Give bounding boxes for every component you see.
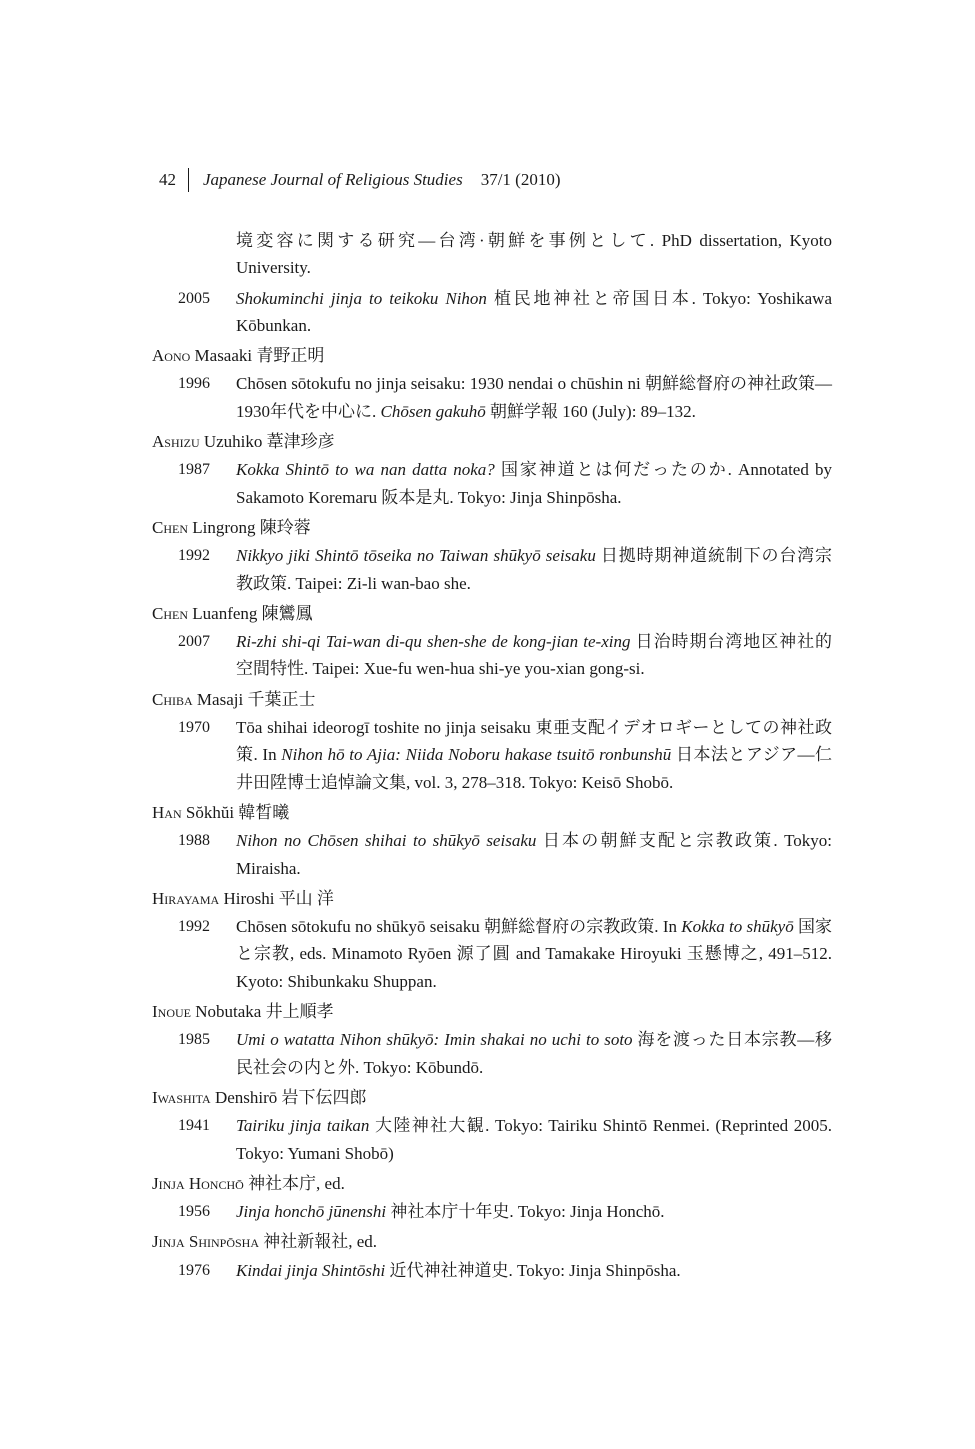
reference-text [236, 285, 832, 340]
author-given-name: Denshirō 岩下伝四郎 [210, 1087, 367, 1107]
reference-text [236, 913, 832, 995]
author-given-name: Masaji 千葉正士 [192, 689, 316, 709]
author-given-name: Sŏkhŭi 韓晳曦 [181, 802, 290, 822]
reference-detail: Chōsen sōtokufu no jinja seisaku: 1930 nendai o chūshin ni 朝鮮総督府の神社政策—1930年代を中心に. [236, 374, 832, 421]
page-number: 42 [159, 170, 176, 189]
reference-year: 1987 [178, 461, 210, 479]
reference-entry [152, 1198, 832, 1225]
author-heading [152, 428, 832, 455]
reference-title: Jinja honchō jūnenshi [236, 1202, 387, 1222]
reference-year: 1956 [178, 1203, 210, 1221]
reference-year: 1970 [178, 719, 210, 737]
reference-detail: 日本の朝鮮支配と宗教政策. Tokyo: Miraisha. [236, 831, 832, 878]
author-heading [152, 799, 832, 826]
reference-text [236, 827, 832, 882]
reference-entry [152, 827, 832, 882]
author-heading [152, 1170, 832, 1197]
reference-title: Chōsen gakuhō [380, 401, 486, 421]
author-heading [152, 514, 832, 541]
reference-entry [152, 370, 832, 425]
header-divider [188, 168, 189, 192]
reference-title: Nihon hō to Ajia: Niida Noboru hakase tsuitō ronbunshū [281, 745, 672, 765]
reference-entry [152, 628, 832, 683]
reference-entry [152, 714, 832, 796]
reference-entry [152, 1112, 832, 1167]
author-surname: Chiba [152, 689, 193, 709]
reference-title: Nihon no Chōsen shihai to shūkyō seisaku [236, 831, 537, 851]
reference-text [236, 370, 832, 425]
author-surname: Aono [152, 346, 191, 366]
author-given-name: Luanfeng 陳鸞鳳 [188, 603, 313, 623]
reference-text [236, 628, 832, 683]
reference-detail: 日拠時期神道統制下の台湾宗教政策. Taipei: Zi-li wan-bao she. [236, 546, 832, 593]
reference-continuation [152, 227, 832, 282]
reference-detail: 近代神社神道史. Tokyo: Jinja Shinpōsha. [385, 1260, 681, 1280]
reference-detail: 植民地神社と帝国日本. Tokyo: Yoshikawa Kōbunkan. [236, 288, 832, 335]
author-surname: Iwashita [152, 1087, 211, 1107]
reference-title: Kokka to shūkyō [681, 917, 794, 937]
author-heading [152, 998, 832, 1025]
reference-text [236, 227, 832, 282]
reference-text [236, 1257, 832, 1284]
reference-list [152, 226, 832, 1287]
reference-title: Kokka Shintō to wa nan datta noka? [236, 460, 495, 480]
author-heading [152, 342, 832, 369]
author-given-name: 神社新報社, ed. [259, 1232, 378, 1252]
journal-title: Japanese Journal of Religious Studies [203, 170, 463, 189]
reference-text [236, 1198, 832, 1225]
reference-text [236, 542, 832, 597]
reference-entry [152, 913, 832, 995]
author-given-name: Masaaki 青野正明 [190, 346, 325, 366]
reference-text [236, 456, 832, 511]
author-heading [152, 885, 832, 912]
reference-detail: 日治時期台湾地区神社的空間特性. Taipei: Xue-fu wen-hua shi-ye you-xian gong-si. [236, 632, 833, 679]
author-given-name: 神社本庁, ed. [243, 1173, 345, 1193]
author-surname: Chen [152, 517, 189, 537]
running-header [159, 167, 560, 193]
reference-entry [152, 285, 832, 340]
reference-year: 1992 [178, 918, 210, 936]
reference-year: 1988 [178, 832, 210, 850]
reference-detail: 海を渡った日本宗教—移民社会の内と外. Tokyo: Kōbundō. [236, 1030, 832, 1077]
author-surname: Ashizu [152, 432, 200, 452]
reference-entry [152, 456, 832, 511]
author-surname: Inoue [152, 1002, 191, 1022]
author-surname: Jinja Honchō [152, 1173, 244, 1193]
author-given-name: Lingrong 陳玲蓉 [188, 517, 311, 537]
author-heading [152, 600, 832, 627]
author-heading [152, 686, 832, 713]
reference-detail: 大陸神社大観. Tokyo: Tairiku Shintō Renmei. (Reprinted 2005. Tokyo: Yumani Shobō) [236, 1116, 832, 1163]
reference-year: 2007 [178, 633, 210, 651]
reference-title: Ri-zhi shi-qi Tai-wan di-qu shen-she de kong-jian te-xing [236, 632, 631, 652]
reference-detail: Chōsen sōtokufu no shūkyō seisaku 朝鮮総督府の宗教政策. In [236, 917, 682, 937]
reference-detail: 国家神道とは何だったのか. Annotated by Sakamoto Koremaru 阪本是丸. Tokyo: Jinja Shinpōsha. [236, 460, 832, 507]
reference-detail: 境変容に関する研究—台湾·朝鮮を事例として. PhD dissertation, Kyoto University. [236, 231, 832, 278]
reference-title: Kindai jinja Shintōshi [236, 1260, 386, 1280]
author-given-name: Hiroshi 平山 洋 [219, 888, 334, 908]
reference-detail: 神社本庁十年史. Tokyo: Jinja Honchō. [386, 1202, 665, 1222]
author-surname: Han [152, 802, 182, 822]
author-heading [152, 1084, 832, 1111]
reference-year: 2005 [178, 289, 210, 307]
author-given-name: Uzuhiko 葦津珍彦 [199, 432, 335, 452]
reference-detail: 国家と宗教, eds. Minamoto Ryōen 源了圓 and Tamakake Hiroyuki 玉懸博之, 491–512. Kyoto: Shibunkaku Shuppan. [236, 917, 833, 991]
reference-year: 1992 [178, 547, 210, 565]
reference-text [236, 714, 832, 796]
journal-issue: 37/1 (2010) [480, 170, 561, 189]
reference-year: 1976 [178, 1261, 210, 1279]
reference-year: 1941 [178, 1117, 210, 1135]
author-given-name: Nobutaka 井上順孝 [191, 1002, 334, 1022]
author-surname: Chen [152, 603, 189, 623]
author-surname: Jinja Shinpōsha [152, 1232, 259, 1252]
reference-text [236, 1112, 832, 1167]
reference-detail: 朝鮮学報 160 (July): 89–132. [485, 401, 696, 421]
reference-text [236, 1026, 832, 1081]
reference-year: 1996 [178, 375, 210, 393]
reference-title: Tairiku jinja taikan [236, 1116, 370, 1136]
reference-detail: Tōa shihai ideorogī toshite no jinja seisaku 東亜支配イデオロギーとしての神社政策. In [236, 718, 832, 765]
reference-entry [152, 542, 832, 597]
author-heading [152, 1228, 832, 1255]
author-surname: Hirayama [152, 888, 220, 908]
reference-year: 1985 [178, 1031, 210, 1049]
reference-title: Umi o watatta Nihon shūkyō: Imin shakai no uchi to soto [236, 1030, 633, 1050]
reference-title: Nikkyo jiki Shintō tōseika no Taiwan shūkyō seisaku [236, 546, 596, 566]
reference-detail: 日本法とアジア—仁井田陞博士追悼論文集, vol. 3, 278–318. Tokyo: Keisō Shobō. [236, 745, 832, 792]
reference-entry [152, 1026, 832, 1081]
reference-entry [152, 1257, 832, 1284]
reference-title: Shokuminchi jinja to teikoku Nihon [236, 288, 487, 308]
